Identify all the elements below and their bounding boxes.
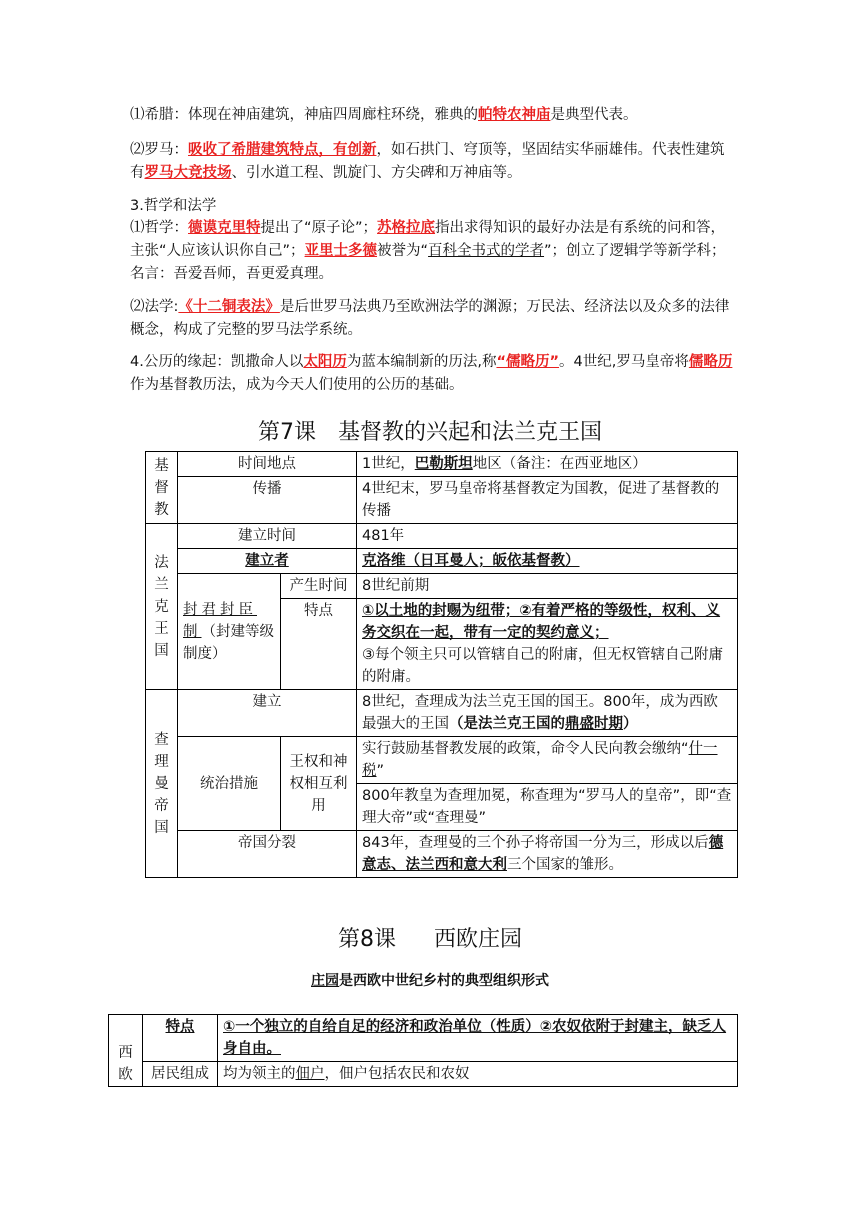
highlight-socrates: 苏格拉底 <box>377 220 436 236</box>
highlight-palestine: 巴勒斯坦 <box>414 456 473 472</box>
row-header-charlemagne: 查理曼帝国 <box>146 690 178 878</box>
label-residents: 居民组成 <box>143 1062 218 1087</box>
table-row <box>146 477 738 524</box>
traits-bold: ①以土地的封赐为纽带；②有着严格的等级性，权利、义务交织在一起，带有一定的契约意义； <box>362 603 721 641</box>
highlight-parthenon: 帕特农神庙 <box>478 107 551 123</box>
text: （封建等级制度） <box>183 623 274 662</box>
label-spread: 传播 <box>178 477 357 524</box>
value-time-place <box>357 452 738 477</box>
table-row <box>146 737 738 784</box>
table-row <box>109 1062 738 1087</box>
value-origin-time: 8世纪前期 <box>357 574 738 599</box>
table-row <box>146 549 738 574</box>
row-header-frank-kingdom: 法兰克王国 <box>146 524 178 690</box>
lesson8-subtitle <box>0 970 860 990</box>
text: 提出了“原子论”； <box>260 220 378 236</box>
value-feature: ①一个独立的自给自足的经济和政治单位（性质）②农奴依附于封建主，缺乏人身自由。 <box>218 1015 738 1062</box>
text: 作为基督教历法，成为今天人们使用的公历的基础。 <box>130 377 464 393</box>
text: ③每个领主只可以管辖自己的附庸，但无权管辖自己附庸的附庸。 <box>362 647 723 685</box>
para-philosophy <box>130 217 735 286</box>
value-residents <box>218 1062 738 1087</box>
value-measure-1 <box>357 737 738 784</box>
text: 三个国家的雏形。 <box>507 857 623 873</box>
table-row <box>146 452 738 477</box>
row-header-christianity: 基督教 <box>146 452 178 524</box>
table-row <box>109 1015 738 1062</box>
label-origin-time: 产生时间 <box>281 574 357 599</box>
text: ，如石拱门、穹顶等，坚固结实华丽雄伟。代表性建筑有 <box>130 142 725 181</box>
lesson8-heading <box>0 922 860 953</box>
text: 8世纪，查理成为法兰克王国的国王。800年，成为西欧最强大的王国 <box>362 694 718 732</box>
label-feature: 特点 <box>143 1015 218 1062</box>
text: （是法兰克王国的 <box>449 716 565 732</box>
highlight-democritus: 德谟克里特 <box>188 220 261 236</box>
lesson7-heading <box>0 415 860 446</box>
underline-encyclopedic: 百科全书式的学者 <box>428 243 545 259</box>
row-header-west-europe: 西欧 <box>109 1015 143 1087</box>
text: ⑵罗马： <box>130 142 188 158</box>
value-founded-time: 481年 <box>357 524 738 549</box>
value-traits <box>357 599 738 690</box>
text: 为蓝本编制新的历法,称 <box>346 354 497 370</box>
underline-tithe: 什一税 <box>362 741 718 779</box>
highlight-twelve-tables: 《十二铜表法》 <box>178 299 280 315</box>
para-greece <box>130 104 735 127</box>
highlight-innovation: 吸收了希腊建筑特点，有创新 <box>188 142 377 158</box>
text: 实行鼓励基督教发展的政策，命令人民向教会缴纳“ <box>362 741 689 757</box>
para-calendar <box>130 351 735 397</box>
value-split <box>357 831 738 878</box>
label-measures: 统治措施 <box>178 737 281 831</box>
para-rome <box>130 139 735 185</box>
highlight-aristotle: 亚里士多德 <box>304 243 378 259</box>
text: 封君封臣制 <box>183 601 257 640</box>
lesson8-table <box>108 1014 738 1087</box>
table-row <box>146 690 738 737</box>
highlight-colosseum: 罗马大竞技场 <box>144 165 232 181</box>
text: ，佃户包括农民和农奴 <box>324 1066 470 1082</box>
text: 指出求得知识的最好办法是有系统的问和答，主张“人应该认识你自己”； <box>130 220 726 259</box>
text: 是后世罗马法典乃至欧洲法学的渊源；万民法、经济法以及众多的法律概念，构成了完整的罗马法学系统。 <box>130 299 730 338</box>
text: 均为领主的 <box>223 1066 296 1082</box>
label-traits: 特点 <box>281 599 357 690</box>
value-establish <box>357 690 738 737</box>
label-time-place: 时间地点 <box>178 452 357 477</box>
label-establish: 建立 <box>178 690 357 737</box>
lesson-number: 第7课 <box>257 420 316 445</box>
lesson-title: 基督教的兴起和法兰克王国 <box>337 420 602 445</box>
text: 4.公历的缘起：凯撒命人以 <box>130 354 304 370</box>
label-union: 王权和神权相互利用 <box>281 737 357 831</box>
highlight-julian-calendar-2: 儒略历 <box>688 354 733 370</box>
table-row <box>146 524 738 549</box>
text: ⑵法学: <box>130 299 179 315</box>
lesson-title: 西欧庄园 <box>433 927 522 952</box>
text: 是典型代表。 <box>550 107 638 123</box>
underline-tenant: 佃户 <box>295 1066 325 1082</box>
text: 1世纪， <box>362 456 415 472</box>
label-founder: 建立者 <box>178 549 357 574</box>
highlight-three-states: 德意志、法兰西和意大利 <box>362 835 724 873</box>
highlight-peak: 鼎盛时期 <box>565 716 623 732</box>
text: 。4世纪,罗马皇帝将 <box>559 354 689 370</box>
para-law <box>130 296 735 342</box>
text: 地区（备注：在西亚地区） <box>472 456 647 472</box>
text: 、引水道工程、凯旋门、方尖碑和万神庙等。 <box>231 165 522 181</box>
lesson7-table <box>145 451 738 878</box>
table-row <box>146 831 738 878</box>
text: ） <box>623 716 638 732</box>
table-row <box>146 574 738 599</box>
label-feudal-system <box>178 574 281 690</box>
lesson-number: 第8课 <box>337 927 396 952</box>
text: ⑴希腊：体现在神庙建筑，神庙四周廊柱环绕，雅典的 <box>130 107 478 123</box>
section-title-philosophy <box>130 195 735 218</box>
highlight-julian-calendar: “儒略历” <box>496 354 560 370</box>
text: ⑴哲学： <box>130 220 188 236</box>
label-split: 帝国分裂 <box>178 831 357 878</box>
text: 3.哲学和法学 <box>130 198 217 214</box>
highlight-solar-calendar: 太阳历 <box>303 354 347 370</box>
text: ” <box>376 763 385 779</box>
text: 843年，查理曼的三个孙子将帝国一分为三，形成以后 <box>362 835 709 851</box>
text: ”；创立了逻辑学等新学科；名言：吾爱吾师，吾更爱真理。 <box>130 243 726 282</box>
text: 被誉为“ <box>377 243 429 259</box>
value-spread: 4世纪末，罗马皇帝将基督教定为国教，促进了基督教的传播 <box>357 477 738 524</box>
value-measure-2: 800年教皇为查理加冕，称查理为“罗马人的皇帝”，即“查理大帝”或“查理曼” <box>357 784 738 831</box>
label-founded-time: 建立时间 <box>178 524 357 549</box>
value-founder: 克洛维（日耳曼人；皈依基督教） <box>357 549 738 574</box>
text: 是西欧中世纪乡村的典型组织形式 <box>339 973 549 989</box>
underline-manor: 庄园 <box>311 973 339 989</box>
